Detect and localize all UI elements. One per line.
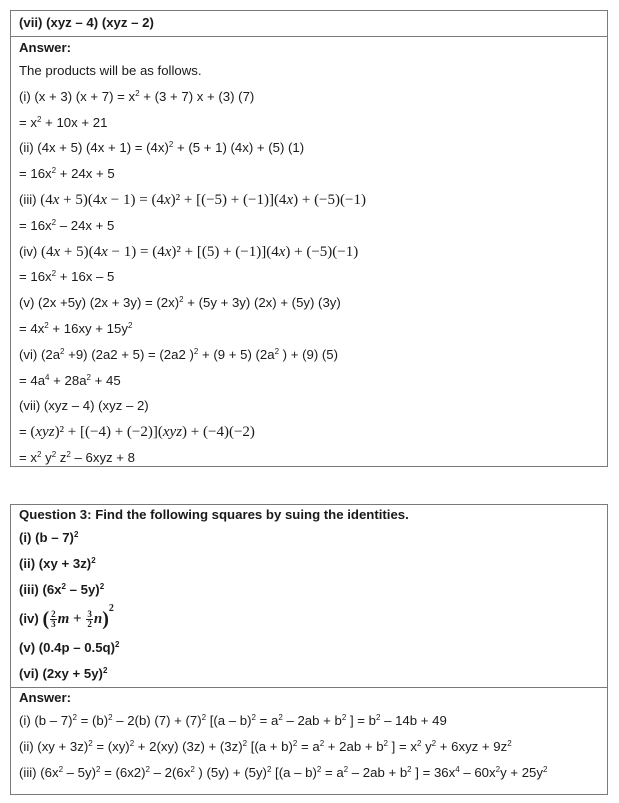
exponent: 2 <box>542 764 548 774</box>
answer-line-2: (ii) (xy + 3z)$^2$ = (xy)$^2$ + 2(xy) $(3z) + (3z)^2$ [$(a + b)^2 = a^2 + 2ab + b^2$ ] = $x^2$ $y^2 + 6xyz + 9z^2$ <box>19 738 512 754</box>
exponent: 2 <box>193 346 199 356</box>
exponent: 2 <box>341 712 347 722</box>
equation-line-ii-a: = $16x^2 + 24x + 5$ <box>19 166 115 182</box>
question-item-1: (i) (b – 7)$^2$ <box>19 530 79 545</box>
question-item-3: (iii) $(6x^2 - 5y)^2$ <box>19 581 105 597</box>
exponent: 2 <box>115 640 120 650</box>
math-expression: (xyz)² + [(−4) + (−2)](xyz) + (−4)(−2) <box>30 424 255 441</box>
exponent: 2 <box>58 764 64 774</box>
equation-line-vi-q: (vi) $(2a^2 +9) (2a2 + 5) = (2a2$ )$^2$ + (9 + 5) ($2a^2$ ) + (9) (5) <box>19 346 338 362</box>
equation-line-iii-q: (iii) (4x + 5)(4x − 1) = (4x)² + [(−5) + (−1)](4x) + (−5)(−1) <box>19 191 366 208</box>
exponent: 2 <box>319 738 325 748</box>
exponent: 2 <box>507 738 512 748</box>
exponent: 2 <box>99 581 105 591</box>
exponent: 2 <box>61 581 66 591</box>
equation-line-iv-q: (iv) (4x + 5)(4x − 1) = (4x)² + [(5) + (−1)](4x) + (−5)(−1) <box>19 243 359 260</box>
exponent: 2 <box>44 320 49 330</box>
exponent: 2 <box>60 346 65 356</box>
equation-line-vi-a: = $4a^4 + 28a^2 + 45$ <box>19 372 121 388</box>
question-item-4: (iv) ( $\frac{2}{3}$ m + $\frac{3}{2}$ n)$^2$ <box>19 603 114 631</box>
question-item-5: (v) (0.4p – 0.5q)$^2$ <box>19 640 120 656</box>
exponent: 2 <box>495 764 501 774</box>
exponent: 2 <box>127 320 133 330</box>
answer-label: Answer: <box>19 40 72 55</box>
exponent: 2 <box>72 712 77 722</box>
equation-line-ii-q: (ii) (4x + 5) $(4x + 1) = (4x)^2 + (5 + 1) (4x) + (5)$ (1) <box>19 140 305 156</box>
equation-line-vii-m: = (xyz)² + [(−4) + (−2)](xyz) + (−4)(−2) <box>19 424 255 441</box>
exponent: 2 <box>108 712 113 722</box>
exponent: 2 <box>88 738 93 748</box>
exponent: 2 <box>96 764 101 774</box>
exponent: 2 <box>51 269 57 279</box>
exponent: 2 <box>36 449 42 459</box>
exponent: 2 <box>129 738 135 748</box>
exponent: 2 <box>51 449 57 459</box>
equation-line-vii-a: = $x^2$ $y^2$ $z^2 - 6xyz + 8$ <box>19 449 136 465</box>
equation-line-iv-a: = $16x^2 + 16x - 5$ <box>19 269 115 285</box>
exponent: 2 <box>383 738 388 748</box>
exponent: 2 <box>190 764 195 774</box>
exponent: 2 <box>86 372 91 382</box>
exponent: 2 <box>266 764 272 774</box>
exponent: 2 <box>375 712 381 722</box>
exponent: 2 <box>431 738 437 748</box>
exponent: 2 <box>251 712 256 722</box>
answer-section <box>11 37 607 471</box>
exponent: 2 <box>179 295 184 305</box>
exponent: 2 <box>416 738 422 748</box>
exponent: 2 <box>316 764 322 774</box>
question-header <box>11 11 607 36</box>
exponent: 2 <box>51 166 57 176</box>
answer-section <box>11 688 607 785</box>
question-item-2: (ii) (xy + 3z)$^2$ <box>19 555 96 571</box>
exponent: 2 <box>145 764 150 774</box>
exponent: 2 <box>407 764 412 774</box>
exponent: 2 <box>51 217 57 227</box>
question-items <box>19 525 599 687</box>
exponent: 4 <box>45 372 50 382</box>
exponent: 2 <box>201 712 207 722</box>
exponent: 2 <box>36 114 42 124</box>
exponent: 2 <box>73 530 79 539</box>
math-expression: (4x + 5)(4x − 1) = (4x)² + [(5) + (−1)](4x) + (−5)(−1) <box>40 243 359 260</box>
question-3-heading: Question 3: Find the following squares by suing the identities. <box>19 507 409 522</box>
exponent: 2 <box>102 666 108 676</box>
exponent: 2 <box>274 346 280 356</box>
equation-line-vii-q: (vii) (xyz – 4) (xyz – 2) <box>19 398 149 414</box>
exponent: 2 <box>66 449 71 459</box>
exponent: 4 <box>455 764 460 774</box>
exponent: 2 <box>278 712 283 722</box>
question-box-squares <box>10 504 608 795</box>
exponent: 2 <box>292 738 298 748</box>
equation-line-i-q: (i) (x + 3) $(x + 7) = x^2 + (3 + 7) x + (3)$ (7) <box>19 88 255 104</box>
answer-lines <box>19 84 599 471</box>
exponent: 2 <box>168 140 174 150</box>
exponent: 2 <box>343 764 349 774</box>
question-vii-heading: (vii) (xyz – 4) (xyz – 2) <box>19 15 154 30</box>
answer-label: Answer: <box>19 689 72 705</box>
answer-line-3: (iii) $(6x^2 - 5y)^2 = (6x2)^2 - 2(6x^2$ ) $(5y) + (5y)^2$ [$(a - b)^2 = a^2 - 2ab + b^2$ ] = $36x^4 - 60x^2y + 25y^2$ <box>19 764 548 780</box>
question-section <box>11 505 607 687</box>
equation-line-v-a: = $4x^2 + 16xy + 15y^2$ <box>19 320 133 336</box>
equation-line-v-q: (v) (2x +5y) $(2x + 3y) = (2x)^2 + (5y + 3y) (2x) + (5y)$ (3y) <box>19 295 341 311</box>
answer-intro: The products will be as follows. <box>19 63 202 78</box>
solution-box-products <box>10 10 608 467</box>
fraction-expression: ( $\frac{2}{3}$ m + $\frac{3}{2}$ n)$^2$ <box>42 603 114 631</box>
math-expression: (4x + 5)(4x − 1) = (4x)² + [(−5) + (−1)](4x) + (−5)(−1) <box>40 191 366 208</box>
exponent: 2 <box>135 88 140 98</box>
equation-line-iii-a: = $16x^2 - 24x + 5$ <box>19 217 115 233</box>
question-item-6: (vi) $(2xy + 5y)^2$ <box>19 666 108 682</box>
answer-lines <box>19 708 599 785</box>
equation-line-i-a: = $x^2 + 10x + 21$ <box>19 114 108 130</box>
answer-line-1: (i) $(b - 7)^2 = (b)^2 - 2(b) (7) + (7)^2$ [$(a - b)^2 = a^2 - 2ab + b^2$ ] = $b^2 - 14b + 49$ <box>19 712 447 728</box>
exponent: 2 <box>91 555 96 565</box>
exponent: 2 <box>242 738 248 748</box>
